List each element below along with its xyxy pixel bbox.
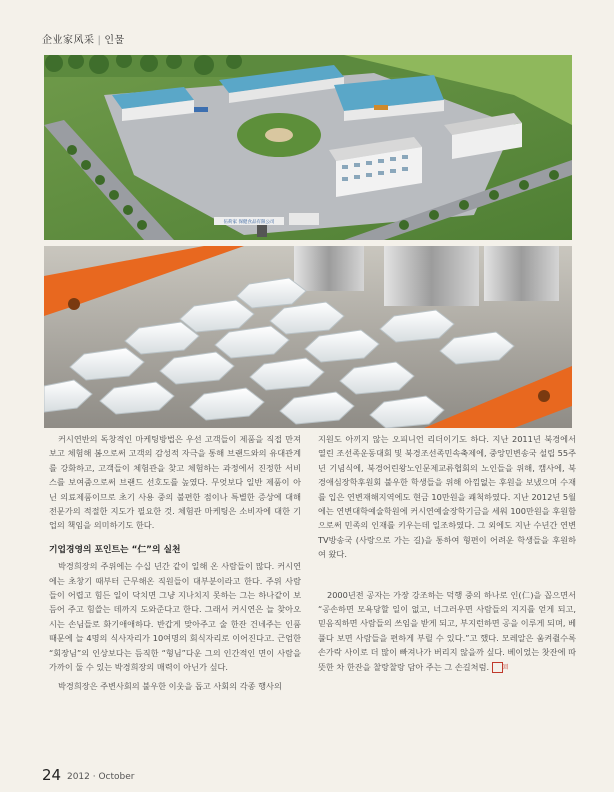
closing-paragraph-text: 2000년전 공자는 가장 강조하는 덕행 중의 하나로 인(仁)을 꼽으면서 “공손하면 모욕당할 일이 없고, 너그러우면 사람들의 지지를 얻게 되고, 믿음직하면 사람들의 쓰임을 받게 되고, 부지런하면 공을 이루게 되며, 베풀다 보면 사람들을 편하게 부릴 수 있다.”고 했다. 모레알은 움켜쥘수록 손가락 사이로 더 많이 빠져나가 버리지 않을까 싶다. 베이었는 찻잔에 따뜻한 차 한잔을 찰랑찰랑 담아 주는 그 손길처럼. <box>318 589 576 672</box>
section-name: 인물 <box>104 35 125 46</box>
end-mark-icon: 回 <box>492 662 503 673</box>
factory-sign-text: 伍荷家 保健食品有限公司 <box>223 220 275 225</box>
article-column-left <box>49 432 301 693</box>
page-footer <box>42 766 134 784</box>
paragraph <box>318 588 576 674</box>
running-header <box>42 31 125 46</box>
paragraph: 박경희장의 주위에는 수십 년간 같이 일해 온 사람들이 많다. 커시연에는 초창기 때부터 근무해온 직원들이 대부분이라고 한다. 주위 사람들이 어렵고 힘든 일이 닥치면 그냥 지나치지 못하는 그는 하나같이 보듬어 주고 힘쓸는 데까지 도와준다고 한다. 그래서 커시연은 늘 찾아오시는 손님들로 화기애애하다. 반갑게 맞아주고 술 한잔 건네주는 인품 때문에 늘 4명의 식사자리가 10여명의 회식자리로 이어진다고. 근엄한 “회장님”의 인상보다는 듬직한 “형님”다운 그의 인간적인 면이 사람을 가까이 둘 수 있는 박경희장의 매력이 아닌가 싶다. <box>49 561 301 673</box>
issue-date: 2012 · October <box>66 772 135 782</box>
header-separator: | <box>97 35 102 46</box>
page-number: 24 <box>42 766 62 784</box>
factory-aerial-photo <box>44 55 572 240</box>
paragraph: 커시연반의 독창적인 마케팅방법은 우선 고객들이 제품을 직접 만져보고 체험해 봄으로써 고객의 감성적 자극을 통해 브랜드와의 유대관계를 강화하고, 고객들이 체험관을 찾고 체험하는 과정에서 진정한 서비스를 보여줌으로써 브랜드 선호도를 높였다. 무엇보다 일반 제품이 아닌 의료제품이므로 초기 사용 중의 불편한 점이나 특별한 증상에 대해 전문가의 적절한 지도가 필요한 것. 체험관 마케팅은 소비자에 대한 기업의 책임을 의미하기도 한다. <box>49 434 301 531</box>
magazine-name: 企业家风采 <box>42 35 95 46</box>
paragraph: 박경희장은 주변사회의 불우한 이웃을 돕고 사회의 각종 행사의 <box>58 680 282 691</box>
section-subheading: 기업경영의 포인트는 “仁”의 실천 <box>49 544 181 555</box>
article-column-right <box>318 432 576 674</box>
paragraph: 지원도 아끼지 않는 오피니언 리더이기도 하다. 지난 2011년 북경에서 열린 조선족운동대회 및 북경조선족민속축제에, 중앙민변송국 설립 55주년 기념식에, 북경어린왕노인문제교류협회의 노인들을 위해, 캠사에, 북경애심장학후원회 불우한 학생들을 위해 아낌없는 후원을 보냈으며 수재를 입은 연변재해지역에도 현금 10만원을 쾌척하였다. 지난 2012년 5월에는 연변대학예술학원에 커시연예술장학기금을 세워 100만원을 후원함으로써 민족의 인재를 키우는데 일조하였다. 그 외에도 지난 수년간 연변TV방송국 (사랑으로 가는 길)을 통하여 형편이 어려운 학생들을 후원하여 왔다. <box>318 434 577 560</box>
lozenge-production-photo <box>44 246 572 428</box>
